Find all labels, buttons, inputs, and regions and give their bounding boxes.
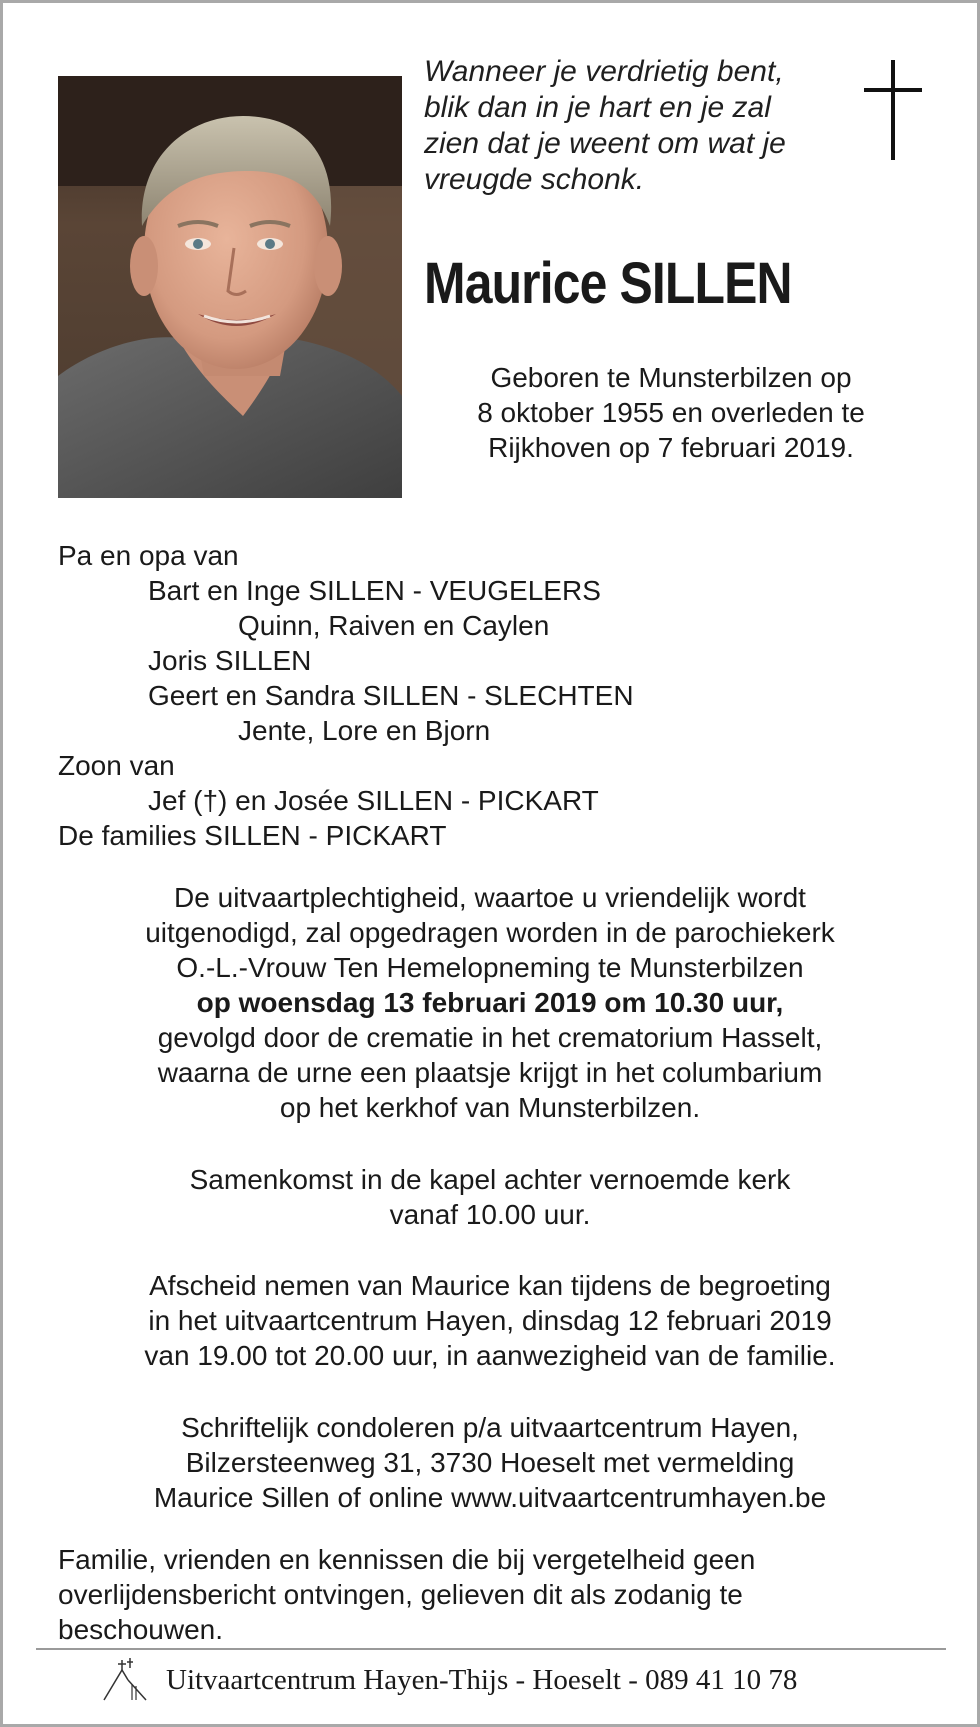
- closing-line: beschouwen.: [58, 1614, 224, 1645]
- quote-line: blik dan in je hart en je zal: [424, 91, 771, 124]
- child-name: Geert en Sandra SILLEN - SLECHTEN: [148, 680, 634, 711]
- born-line: Geboren te Munsterbilzen op: [490, 362, 852, 393]
- grandchildren-names: Jente, Lore en Bjorn: [238, 715, 491, 746]
- gathering-line: vanaf 10.00 uur.: [389, 1199, 591, 1230]
- child-name: Bart en Inge SILLEN - VEUGELERS: [148, 575, 601, 606]
- families-line: De families SILLEN - PICKART: [58, 820, 447, 851]
- gathering-info: [40, 1162, 940, 1232]
- child-name: Joris SILLEN: [148, 645, 312, 676]
- ceremony-line: uitgenodigd, zal opgedragen worden in de parochiekerk: [145, 917, 835, 948]
- footer: [100, 1656, 880, 1706]
- family-list: [58, 538, 938, 853]
- farewell-info: [40, 1268, 940, 1373]
- born-line: Rijkhoven op 7 februari 2019.: [488, 432, 854, 463]
- poem-quote: [424, 54, 844, 198]
- condolence-line: Maurice Sillen of online www.uitvaartcentrumhayen.be: [153, 1482, 827, 1513]
- ceremony-line: op het kerkhof van Munsterbilzen.: [279, 1092, 701, 1123]
- ceremony-line: gevolgd door de crematie in het crematorium Hasselt,: [157, 1022, 823, 1053]
- closing-line: Familie, vrienden en kennissen die bij vergetelheid geen: [58, 1544, 756, 1575]
- quote-line: vreugde schonk.: [424, 163, 645, 196]
- ceremony-info: [40, 880, 940, 1125]
- quote-line: Wanneer je verdrietig bent,: [424, 55, 784, 88]
- ceremony-line: O.-L.-Vrouw Ten Hemelopneming te Munsterbilzen: [176, 952, 804, 983]
- farewell-line: in het uitvaartcentrum Hayen, dinsdag 12 februari 2019: [148, 1305, 832, 1336]
- portrait-photo: [58, 76, 402, 498]
- condolence-line: Bilzersteenweg 31, 3730 Hoeselt met vermelding: [185, 1447, 795, 1478]
- born-line: 8 oktober 1955 en overleden te: [477, 397, 865, 428]
- closing-line: overlijdensbericht ontvingen, gelieven dit als zodanig te: [58, 1579, 743, 1610]
- farewell-line: van 19.00 tot 20.00 uur, in aanwezigheid van de familie.: [144, 1340, 836, 1371]
- closing-note: [58, 1542, 898, 1647]
- father-heading: Pa en opa van: [58, 540, 239, 571]
- condolence-line: Schriftelijk condoleren p/a uitvaartcentrum Hayen,: [181, 1412, 799, 1443]
- ceremony-line: De uitvaartplechtigheid, waartoe u vriendelijk wordt: [174, 882, 806, 913]
- parents-names: Jef (†) en Josée SILLEN - PICKART: [148, 785, 599, 816]
- gathering-line: Samenkomst in de kapel achter vernoemde kerk: [189, 1164, 791, 1195]
- cross-icon: [864, 60, 922, 160]
- son-heading: Zoon van: [58, 750, 175, 781]
- ceremony-line: waarna de urne een plaatsje krijgt in het columbarium: [157, 1057, 823, 1088]
- grandchildren-names: Quinn, Raiven en Caylen: [238, 610, 550, 641]
- condolence-info: [40, 1410, 940, 1515]
- funeral-home-logo-icon: [100, 1656, 152, 1706]
- farewell-line: Afscheid nemen van Maurice kan tijdens de begroeting: [149, 1270, 831, 1301]
- footer-divider: [36, 1648, 946, 1650]
- quote-line: zien dat je weent om wat je: [424, 127, 786, 160]
- birth-death-details: [424, 360, 918, 465]
- deceased-name: Maurice SILLEN: [424, 251, 792, 316]
- footer-text: Uitvaartcentrum Hayen-Thijs - Hoeselt - 089 41 10 78: [166, 1664, 798, 1696]
- ceremony-date: op woensdag 13 februari 2019 om 10.30 uur,: [196, 987, 784, 1018]
